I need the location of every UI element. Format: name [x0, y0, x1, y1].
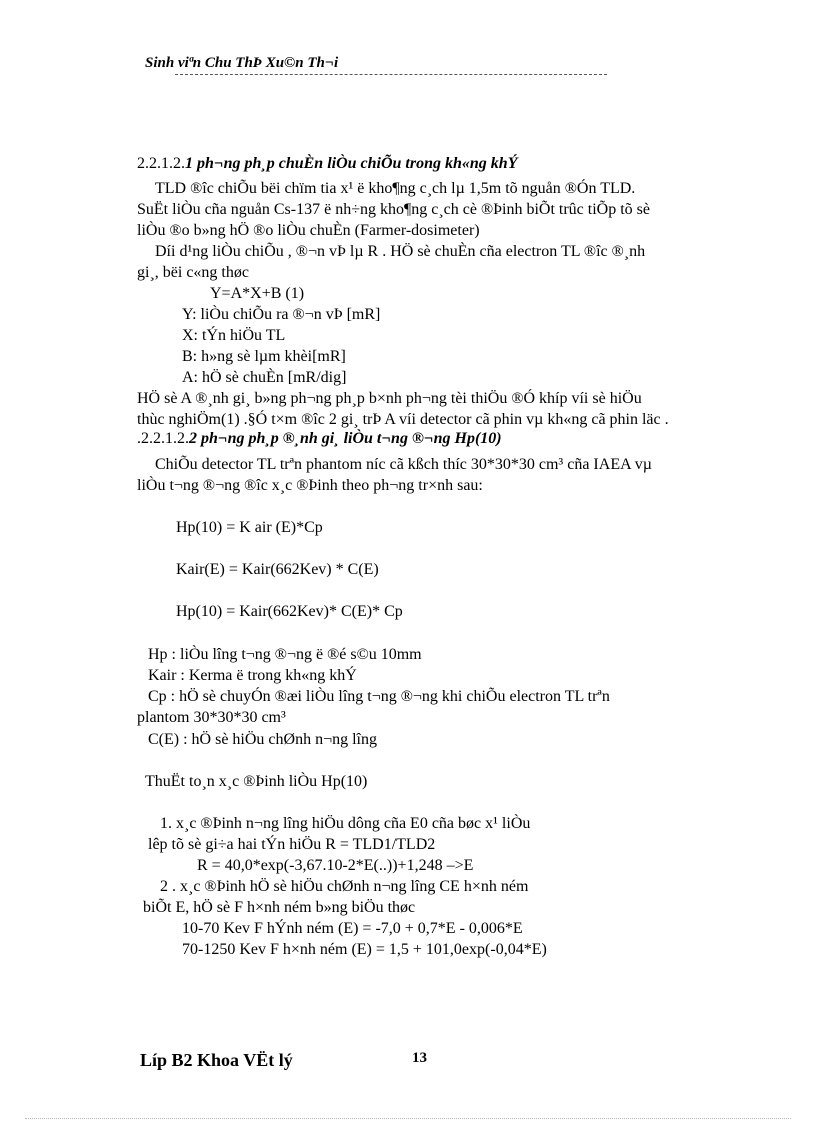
paragraph-line: TLD ®îc chiÕu bëi chïm tia x¹ ë kho¶ng c¸ch lµ 1,5m tõ nguån ®Ón TLD.: [155, 180, 636, 197]
section-heading-1: [137, 155, 517, 173]
section-title: 1 ph¬ng ph¸p chuÈn liÒu chiÕu trong kh«ng khÝ: [185, 155, 518, 172]
page-number: 13: [412, 1050, 427, 1066]
symbol-definition: Hp : liÒu lîng t¬ng ®¬ng ë ®é s©u 10mm: [148, 646, 422, 663]
section-title: 2 ph¬ng ph¸p ®¸nh gi¸ liÒu t¬ng ®¬ng Hp(10): [189, 430, 502, 447]
bottom-divider: [25, 1118, 791, 1119]
footer-class-line: Líp B2 Khoa VËt lý: [140, 1050, 293, 1070]
symbol-definition: plantom 30*30*30 cm³: [137, 709, 286, 726]
section-number: .2.2.1.2.: [137, 430, 189, 447]
paragraph-line: liÒu ®o b»ng hÖ ®o liÒu chuÈn (Farmer-dosimeter): [137, 222, 480, 239]
definition-line: B: h»ng sè lµm khèi[mR]: [182, 348, 346, 365]
symbol-definition: Cp : hÖ sè chuyÓn ®æi liÒu lîng t¬ng ®¬ng khi chiÕu electron TL trªn: [148, 688, 610, 705]
step-line: R = 40,0*exp(-3,67.10-2*E(..))+1,248 –>E: [197, 857, 474, 874]
step-line: 2 . x¸c ®Þinh hÖ sè hiÖu chØnh n¬ng lîng CE h×nh ném: [160, 878, 529, 895]
formula: Y=A*X+B (1): [210, 285, 305, 302]
section-number: 2.2.1.2.: [137, 155, 185, 172]
paragraph-line: thùc nghiÖm(1) .§Ó t×m ®îc 2 gi¸ trÞ A víi detector cã phin vµ kh«ng cã phin läc .: [137, 411, 669, 428]
section-heading-2: [137, 430, 502, 448]
step-line: 10-70 Kev F hÝnh ném (E) = -7,0 + 0,7*E - 0,006*E: [182, 920, 523, 937]
equation: Hp(10) = K air (E)*Cp: [176, 519, 323, 536]
header-divider: [175, 74, 607, 75]
step-line: 70-1250 Kev F h×nh ném (E) = 1,5 + 101,0exp(-0,04*E): [182, 941, 547, 958]
symbol-definition: Kair : Kerma ë trong kh«ng khÝ: [148, 667, 357, 684]
paragraph-line: gi¸, bëi c«ng thøc: [137, 264, 249, 281]
paragraph-line: SuËt liÒu cña nguån Cs-137 ë nh÷ng kho¶ng c¸ch cè ®Þinh biÕt trûc tiÕp tõ sè: [137, 201, 650, 218]
paragraph-line: HÖ sè A ®¸nh gi¸ b»ng ph¬ng ph¸p b×nh ph¬ng tèi thiÖu ®Ó khíp víi sè hiÖu: [137, 390, 642, 407]
definition-line: A: hÖ sè chuÈn [mR/dig]: [182, 369, 347, 386]
step-line: 1. x¸c ®Þinh n¬ng lîng hiÖu dông cña E0 cña bøc x¹ liÒu: [160, 815, 531, 832]
step-line: lêp tõ sè gi÷a hai tÝn hiÖu R = TLD1/TLD2: [148, 836, 436, 853]
definition-line: Y: liÒu chiÕu ra ®¬n vÞ [mR]: [182, 306, 381, 323]
paragraph-line: liÒu t¬ng ®¬ng ®îc x¸c ®Þinh theo ph¬ng tr×nh sau:: [137, 477, 483, 494]
equation: Kair(E) = Kair(662Kev) * C(E): [176, 561, 379, 578]
paragraph-line: ChiÕu detector TL trªn phantom níc cã kßch thíc 30*30*30 cm³ cña IAEA vµ: [155, 456, 652, 473]
paragraph-line: Díi d¹ng liÒu chiÕu , ®¬n vÞ lµ R . HÖ sè chuÈn cña electron TL ®îc ®¸nh: [155, 243, 646, 260]
definition-line: X: tÝn hiÖu TL: [182, 327, 286, 344]
symbol-definition: C(E) : hÖ sè hiÖu chØnh n¬ng lîng: [148, 731, 377, 748]
page-header-author: Sinh viªn Chu ThÞ Xu©n Th¬i: [145, 55, 339, 71]
equation: Hp(10) = Kair(662Kev)* C(E)* Cp: [176, 603, 403, 620]
algorithm-title: ThuËt to¸n x¸c ®Þinh liÒu Hp(10): [145, 773, 368, 790]
step-line: biÕt E, hÖ sè F h×nh ném b»ng biÖu thøc: [143, 899, 416, 916]
